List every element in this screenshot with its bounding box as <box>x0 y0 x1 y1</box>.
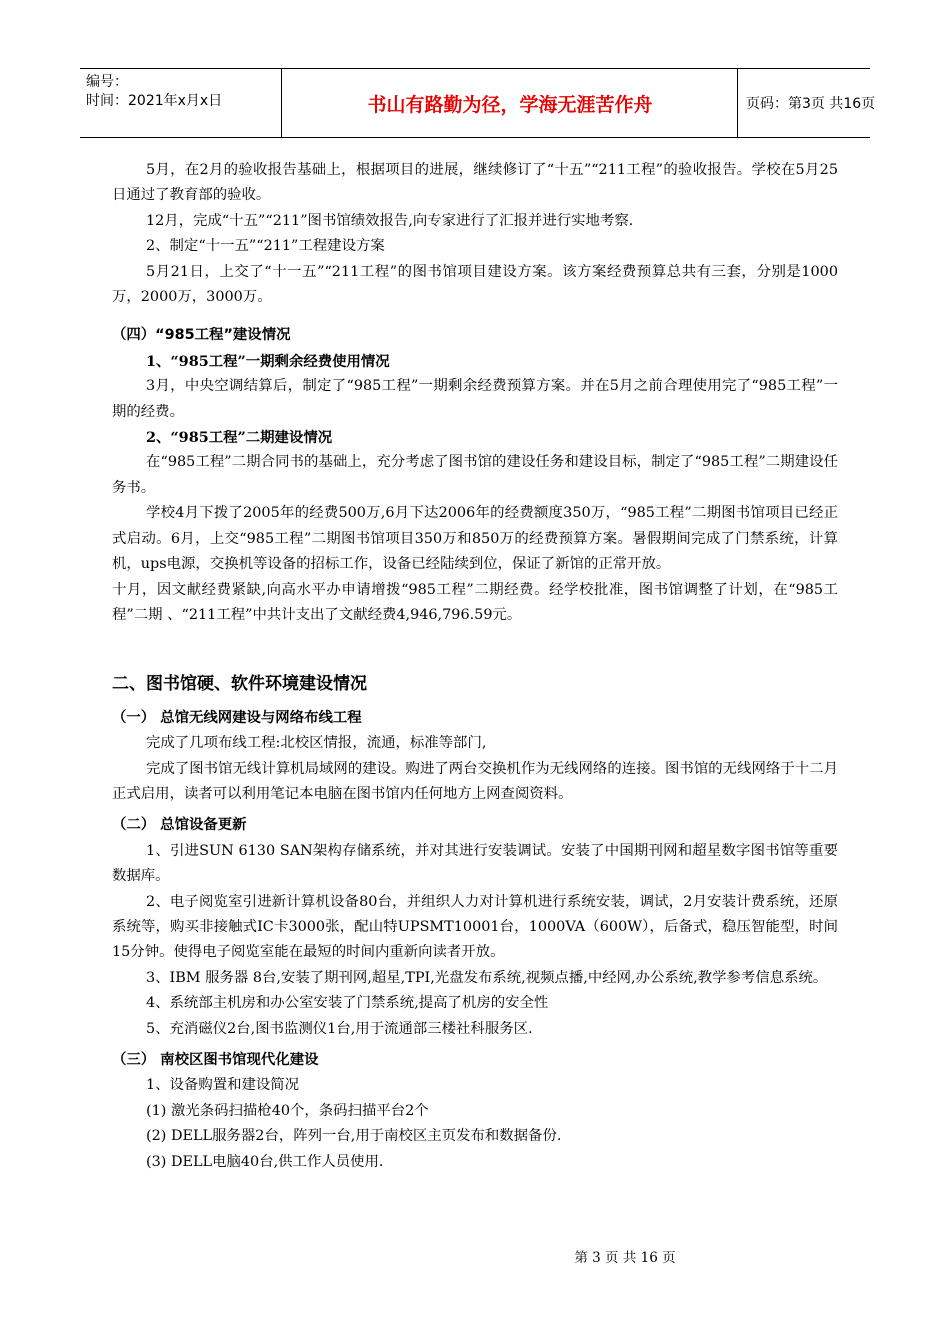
paragraph: 2、电子阅览室引进新计算机设备80台，并组织人力对计算机进行系统安装，调试，2月安装计费系统，还原系统等，购买非接触式IC卡3000张，配山特UPSMT10001台，1000VA（600W），后备式，稳压智能型，时间15分钟。使得电子阅览室能在最短的时间内重新向读者开放。 <box>112 893 838 961</box>
paragraph: 5月，在2月的验收报告基础上，根据项目的进展，继续修订了“十五”“211工程”的验收报告。学校在5月25日通过了教育部的验收。 <box>112 162 838 204</box>
section-heading-985: （四）“985工程”建设情况 <box>112 327 291 344</box>
paragraph: 5月21日，上交了“十一五”“211工程”的图书馆项目建设方案。该方案经费预算总共有三套，分别是1000万，2000万，3000万。 <box>112 263 838 306</box>
header-page-number: 页码：第3页 共16页 <box>746 96 876 112</box>
paragraph: 1、设备购置和建设简况 <box>146 1077 300 1094</box>
subheading-985-phase2: 2、“985工程”二期建设情况 <box>146 429 333 447</box>
page-header <box>80 68 876 138</box>
paragraph: 1、引进SUN 6130 SAN架构存储系统，并对其进行安装调试。安装了中国期刊网和超星数字图书馆等重要数据库。 <box>112 842 838 885</box>
paragraph: 学校4月下拨了2005年的经费500万,6月下达2006年的经费额度350万，“985工程”二期图书馆项目已经正式启动。6月，上交“985工程”二期图书馆项目350万和850万的经费预算方案。暑假期间完成了门禁系统，计算机，ups电源，交换机等设备的招标工作，设备已经陆续到位，保证了新馆的正常开放。 <box>112 505 838 573</box>
paragraph: 在“985工程”二期合同书的基础上，充分考虑了图书馆的建设任务和建设目标，制定了“985工程”二期建设任务书。 <box>112 454 838 496</box>
header-meta <box>80 69 282 137</box>
paragraph: 5、充消磁仪2台,图书监测仪1台,用于流通部三楼社科服务区. <box>146 1020 533 1037</box>
page-footer: 第 3 页 共 16 页 <box>574 1250 676 1266</box>
paragraph: 3月，中央空调结算后，制定了“985工程”一期剩余经费预算方案。并在5月之前合理使用完了“985工程”一期的经费。 <box>112 378 838 420</box>
section-heading-equipment: （二） 总馆设备更新 <box>112 817 247 834</box>
list-item: (2) DELL服务器2台，阵列一台,用于南校区主页发布和数据备份. <box>146 1128 562 1145</box>
document-time-label: 时间：2021年x月x日 <box>86 93 223 109</box>
document-body <box>112 158 838 1175</box>
paragraph: 2、制定“十一五”“211”工程建设方案 <box>146 238 385 255</box>
list-item: (1) 激光条码扫描枪40个，条码扫描平台2个 <box>146 1102 429 1119</box>
paragraph: 12月，完成“十五”“211”图书馆绩效报告,向专家进行了汇报并进行实地考察. <box>146 212 634 229</box>
paragraph: 十月，因文献经费紧缺,向高水平办申请增拨“985工程”二期经费。经学校批准，图书馆调整了计划，在“985工程”二期 、“211工程”中共计支出了文献经费4,946,796.59元。 <box>112 581 838 623</box>
paragraph: 4、系统部主机房和办公室安装了门禁系统,提高了机房的安全性 <box>146 995 549 1012</box>
document-number-label: 编号： <box>86 74 128 90</box>
paragraph: 3、IBM 服务器 8台,安装了期刊网,超星,TPI,光盘发布系统,视频点播,中经网,办公系统,教学参考信息系统。 <box>146 969 828 986</box>
subheading-985-phase1: 1、“985工程”一期剩余经费使用情况 <box>146 352 390 370</box>
section-heading-wireless: （一） 总馆无线网建设与网络布线工程 <box>112 709 362 726</box>
list-item: (3) DELL电脑40台,供工作人员使用. <box>146 1153 384 1170</box>
header-motto: 书山有路勤为径，学海无涯苦作舟 <box>283 69 738 137</box>
chapter-heading: 二、图书馆硬、软件环境建设情况 <box>112 674 367 695</box>
paragraph: 完成了几项布线工程:北校区情报，流通，标准等部门, <box>146 735 487 752</box>
paragraph: 完成了图书馆无线计算机局域网的建设。购进了两台交换机作为无线网络的连接。图书馆的无线网络于十二月正式启用，读者可以利用笔记本电脑在图书馆内任何地方上网查阅资料。 <box>112 760 838 802</box>
section-heading-south-campus: （三） 南校区图书馆现代化建设 <box>112 1052 319 1068</box>
